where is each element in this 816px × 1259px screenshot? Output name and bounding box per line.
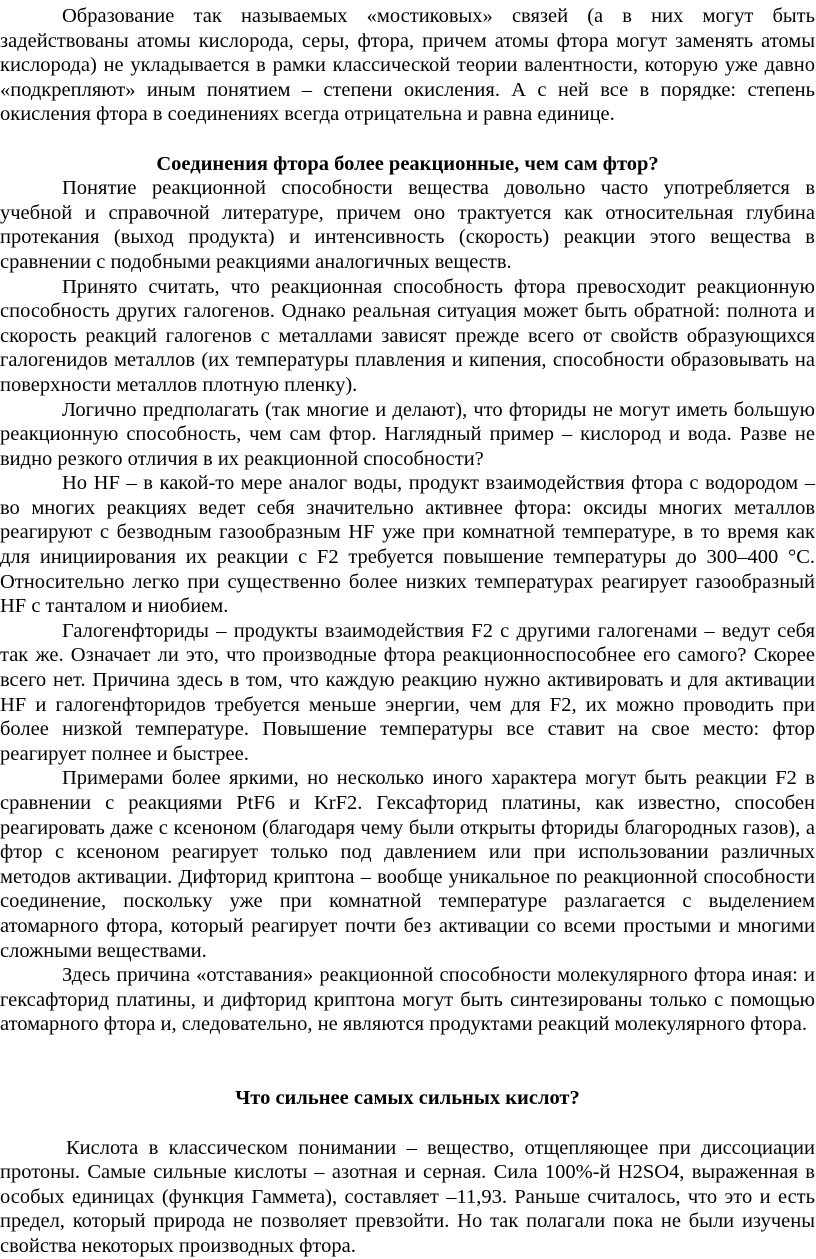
paragraph-acid-definition: Кислота в классическом понимании – вещество, отщепляющее при диссоциации протоны. Самые сильные кислоты – азотная и серная. Сила 100%-й H2SO4, выраженная в особых единицах (функция Гаммета), составляет –11,93. Раньше считалось, что это и есть предел, который природа не позволяет превзойти. Но так полагали пока не были изучены свойства некоторых производных фтора.	[0, 1136, 815, 1257]
paragraph-halogen-fluorides: Галогенфториды – продукты взаимодействия F2 с другими галогенами – ведут себя так же. Означает ли это, что производные фтора реакционноспособнее его самого? Скорее всего нет. Причина здесь в том, что каждую реакцию нужно активировать и для активации HF и галогенфторидов требуется меньше энергии, чем для F2, их можно проводить при более низкой температуре. Повышение температуры все ставит на свое место: фтор реагирует полнее и быстрее.	[0, 619, 815, 765]
paragraph-fluorides-logic: Логично предполагать (так многие и делают), что фториды не могут иметь большую реакционную способность, чем сам фтор. Наглядный пример – кислород и вода. Разве не видно резкого отличия в их реакционной способности?	[0, 398, 815, 470]
paragraph-hf-activity: Но HF – в какой-то мере аналог воды, продукт взаимодействия фтора с водородом – во многих реакциях ведет себя значительно активнее фтора: оксиды многих металлов реагируют с безводным газообразным HF уже при комнатной температуре, в то время как для инициирования их реакции с F2 требуется повышение температуры до 300–400 °С. Относительно легко при существенно более низких температурах реагирует газообразный HF с танталом и ниобием.	[0, 472, 815, 618]
spacer	[0, 127, 815, 152]
paragraph-reactivity-concept: Понятие реакционной способности вещества довольно часто употребляется в учебной и справочной литературе, причем оно трактуется как относительная глубина протекания (выход продукта) и интенсивность (скорость) реакции этого вещества в сравнении с подобными реакциями аналогичных веществ.	[0, 177, 815, 273]
section-heading-superacids: Что сильнее самых сильных кислот?	[235, 1086, 580, 1109]
paragraph-bridging-bonds: Образование так называемых «мостиковых» связей (а в них могут быть задействованы атомы кислорода, серы, фтора, причем атомы фтора могут заменять атомы кислорода) не укладывается в рамки классической теории валентности, которую уже давно «подкрепляют» иным понятием – степени окисления. А с ней все в порядке: степень окисления фтора в соединениях всегда отрицательна и равна единице.	[0, 5, 815, 126]
spacer	[0, 1037, 815, 1086]
paragraph-halogen-comparison: Принято считать, что реакционная способность фтора превосходит реакционную способность других галогенов. Однако реальная ситуация может быть обратной: полнота и скорость реакций галогенов с металлами зависят прежде всего от свойств образующихся галогенидов металлов (их температуры плавления и кипения, способности образовывать на поверхности металлов плотную пленку).	[0, 275, 815, 396]
spacer	[0, 1111, 815, 1136]
paragraph-lag-reason: Здесь причина «отставания» реакционной способности молекулярного фтора иная: и гексафторид платины, и дифторид криптона могут быть синтезированы только с помощью атомарного фтора и, следовательно, не являются продуктами реакций молекулярного фтора.	[0, 964, 815, 1036]
section-heading-fluorine-compounds: Соединения фтора более реакционные, чем сам фтор?	[156, 152, 659, 175]
paragraph-ptf6-krf2: Примерами более яркими, но несколько иного характера могут быть реакции F2 в сравнении с реакциями PtF6 и KrF2. Гексафторид платины, как известно, способен реагировать даже с ксеноном (благодаря чему были открыты фториды благородных газов), а фтор с ксеноном реагирует только под давлением или при использовании различных методов активации. Дифторид криптона – вообще уникальное по реакционной способности соединение, поскольку уже при комнатной температуре разлагается с выделением атомарного фтора, который реагирует почти без активации со всеми простыми и многими сложными веществами.	[0, 767, 815, 962]
